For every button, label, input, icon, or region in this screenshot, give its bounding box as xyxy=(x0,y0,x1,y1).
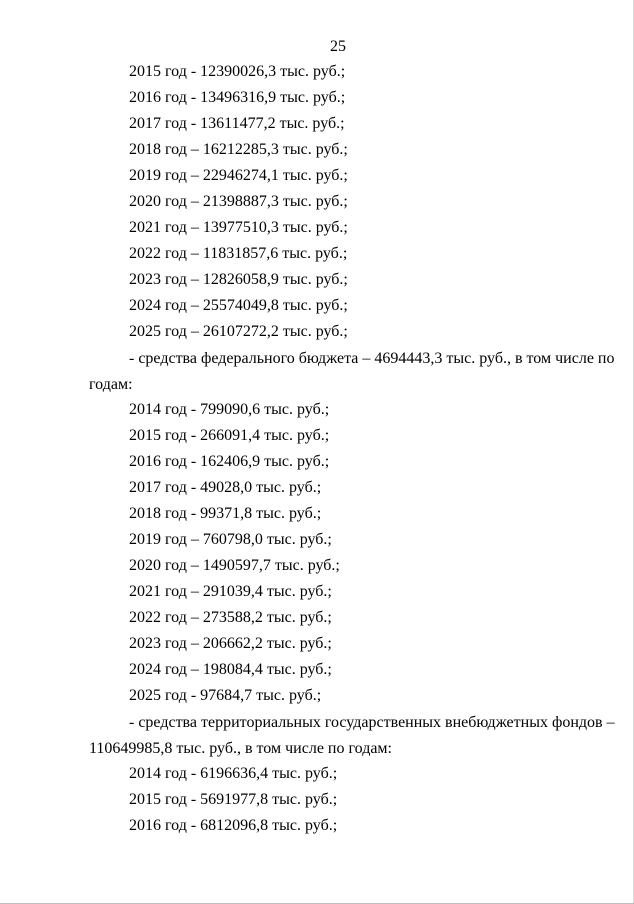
federal-line-2023: 2023 год – 206662,2 тыс. руб.; xyxy=(129,635,332,652)
funding-line-2015-total: 2015 год - 12390026,3 тыс. руб.; xyxy=(129,63,346,80)
funding-line-2018-total: 2018 год – 16212285,3 тыс. руб.; xyxy=(129,141,348,158)
page-number: 25 xyxy=(330,38,346,55)
federal-line-2018: 2018 год - 99371,8 тыс. руб.; xyxy=(129,505,322,522)
funding-line-2024-total: 2024 год – 25574049,8 тыс. руб.; xyxy=(129,297,348,314)
federal-line-2017: 2017 год - 49028,0 тыс. руб.; xyxy=(129,479,322,496)
extrabudgetary-line-2015: 2015 год - 5691977,8 тыс. руб.; xyxy=(129,791,338,808)
funding-line-2021-total: 2021 год – 13977510,3 тыс. руб.; xyxy=(129,219,348,236)
federal-line-2025: 2025 год - 97684,7 тыс. руб.; xyxy=(129,687,322,704)
extrabudgetary-line-2016: 2016 год - 6812096,8 тыс. руб.; xyxy=(129,817,338,834)
federal-line-2024: 2024 год – 198084,4 тыс. руб.; xyxy=(129,661,332,678)
federal-budget-paragraph: - средства федерального бюджета – 4694443,3 тыс. руб., в том числе по xyxy=(129,350,615,367)
funding-line-2019-total: 2019 год – 22946274,1 тыс. руб.; xyxy=(129,167,348,184)
funding-line-2017-total: 2017 год - 13611477,2 тыс. руб.; xyxy=(129,115,345,132)
extrabudgetary-funds-paragraph: - средства территориальных государственных внебюджетных фондов – xyxy=(129,714,615,731)
federal-line-2016: 2016 год - 162406,9 тыс. руб.; xyxy=(129,453,330,470)
funding-line-2023-total: 2023 год – 12826058,9 тыс. руб.; xyxy=(129,271,348,288)
funding-line-2022-total: 2022 год – 11831857,6 тыс. руб.; xyxy=(129,245,348,262)
extrabudgetary-line-2014: 2014 год - 6196636,4 тыс. руб.; xyxy=(129,765,338,782)
funding-line-2020-total: 2020 год – 21398887,3 тыс. руб.; xyxy=(129,193,348,210)
extrabudgetary-funds-paragraph-cont: 110649985,8 тыс. руб., в том числе по годам: xyxy=(89,740,392,757)
federal-line-2020: 2020 год – 1490597,7 тыс. руб.; xyxy=(129,557,340,574)
federal-line-2022: 2022 год – 273588,2 тыс. руб.; xyxy=(129,609,332,626)
federal-budget-paragraph-cont: годам: xyxy=(89,376,133,393)
federal-line-2019: 2019 год – 760798,0 тыс. руб.; xyxy=(129,531,332,548)
federal-line-2021: 2021 год – 291039,4 тыс. руб.; xyxy=(129,583,332,600)
federal-line-2014: 2014 год - 799090,6 тыс. руб.; xyxy=(129,401,330,418)
federal-line-2015: 2015 год - 266091,4 тыс. руб.; xyxy=(129,427,330,444)
funding-line-2016-total: 2016 год - 13496316,9 тыс. руб.; xyxy=(129,89,346,106)
funding-line-2025-total: 2025 год – 26107272,2 тыс. руб.; xyxy=(129,323,348,340)
